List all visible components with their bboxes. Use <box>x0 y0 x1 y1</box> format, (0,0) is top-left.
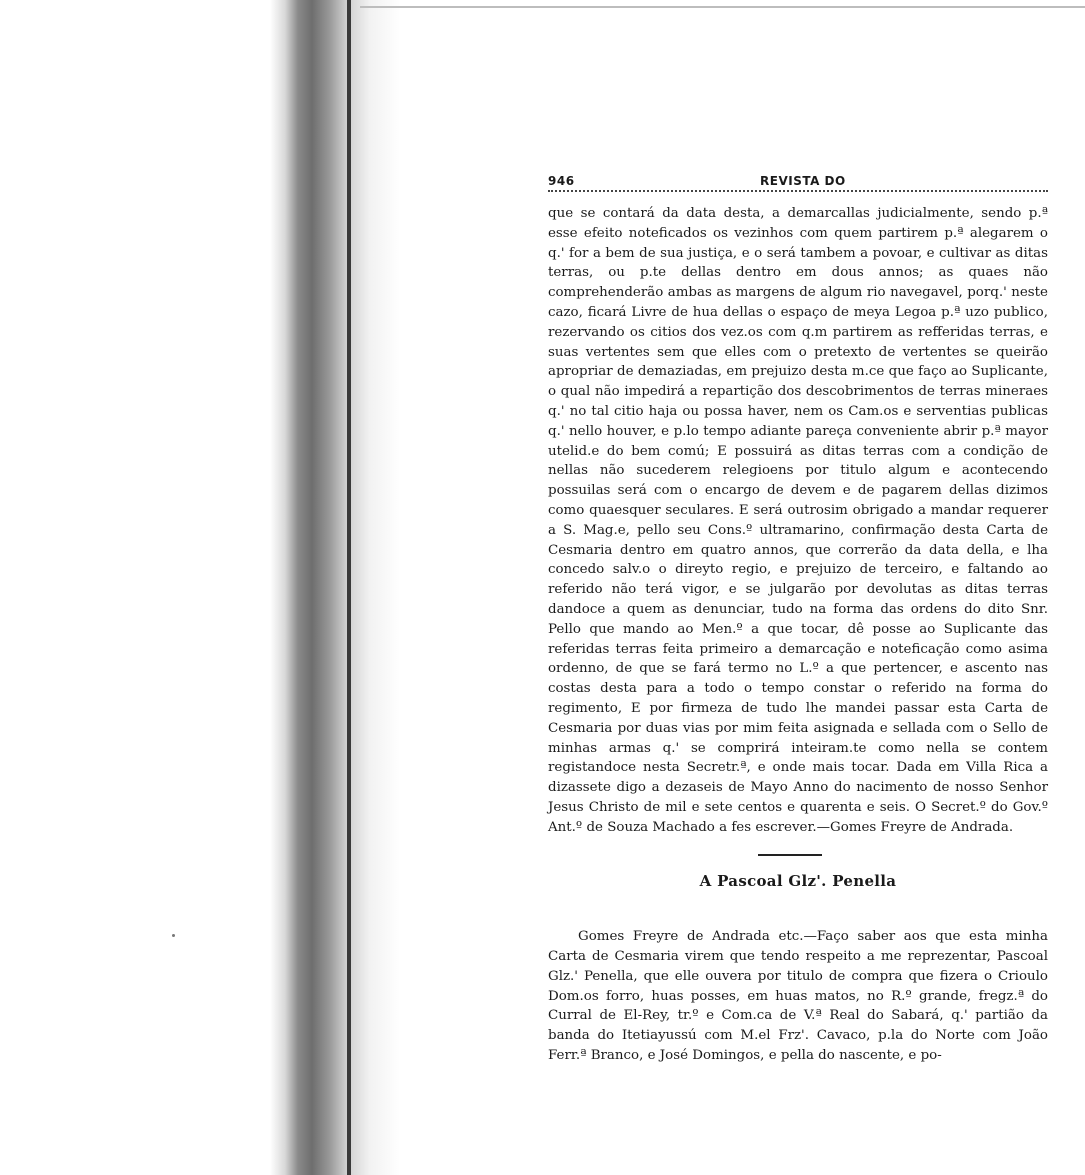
running-title: REVISTA DO <box>760 174 846 188</box>
book-binding-shadow <box>0 0 420 1175</box>
page-top-edge <box>360 6 1085 8</box>
binding-edge-line <box>347 0 351 1175</box>
letter-paragraph: Gomes Freyre de Andrada etc.—Faço saber aos que esta minha Carta de Cesmaria virem que tendo respeito a me reprezentar, Pascoal Glz.' Penella, que elle ouvera por titulo de compra que fizera o Crioulo Dom.os forro, huas posses, em huas matos, no R.º grande, fregz.ª do Curral de El-Rey, tr.º e Com.ca de V.ª Real do Sabará, q.' partião da banda do Itetiayussú com M.el Frz'. Cavaco, p.la do Norte com João Ferr.ª Branco, e José Domingos, e pella do nascente, e po- <box>548 929 1048 1064</box>
scan-speck <box>172 934 175 937</box>
page-number: 946 <box>548 174 575 188</box>
letter-body <box>548 927 1048 1066</box>
printed-page <box>548 172 1048 1066</box>
continued-paragraph: que se contará da data desta, a demarcallas judicialmente, sendo p.ª esse efeito noteficados os vezinhos com quem partirem p.ª alegarem o q.' for a bem de sua justiça, e o será tambem a povoar, e cultivar as ditas terras, ou p.te dellas dentro em dous annos; as quaes não comprehenderão ambas as margens de algum rio navegavel, porq.' neste cazo, ficará Livre de hua dellas o espaço de meya Legoa p.ª uzo publico, rezervando os citios dos vez.os com q.m partirem as refferidas terras, e suas vertentes sem que elles com o pretexto de vertentes se queirão apropriar de demaziadas, em prejuizo desta m.ce que faço ao Suplicante, o qual não impedirá a repartição dos descobrimentos de terras mineraes q.' no tal citio haja ou possa haver, nem os Cam.os e serventias publicas q.' nello houver, e p.lo tempo adiante pareça conveniente abrir p.ª mayor utelid.e do bem comú; E possuirá as ditas terras com a condição de nellas não sucederem relegioens por titulo algum e acontecendo possuilas será com o encargo de devem e de pagarem dellas dizimos como quaesquer seculares. E será outrosim obrigado a mandar requerer a S. Mag.e, pello seu Cons.º ultramarino, confirmação desta Carta de Cesmaria dentro em quatro annos, que correrão da data della, e lha concedo salv.o o direyto regio, e prejuizo de terceiro, e faltando ao referido não terá vigor, e se julgarão por devolutas as ditas terras dandoce a quem as denunciar, tudo na forma das ordens do dito Snr. Pello que mando ao Men.º a que tocar, dê posse ao Suplicante das referidas terras feita primeiro a demarcação e noteficação como asima ordenno, de que se fará termo no L.º a que pertencer, e ascento nas costas desta para a todo o tempo constar o referido na forma do regimento, E por firmeza de tudo lhe mandei passar esta Carta de Cesmaria por duas vias por mim feita asignada e sellada com o Sello de minhas armas q.' se comprirá inteiram.te como nella se contem registandoce nesta Secretr.ª, e onde mais tocar. Dada em Villa Rica a dizassete digo a dezaseis de Mayo Anno do nacimento de nosso Senhor Jesus Christo de mil e sete centos e quarenta e seis. O Secret.º do Gov.º Ant.º de Souza Machado a fes escrever.—Gomes Freyre de Andrada. <box>548 206 1048 835</box>
section-divider <box>758 854 822 856</box>
page-header <box>548 172 1048 192</box>
page-body <box>548 204 1048 1066</box>
section-title: A Pascoal Glz'. Penella <box>699 871 897 890</box>
